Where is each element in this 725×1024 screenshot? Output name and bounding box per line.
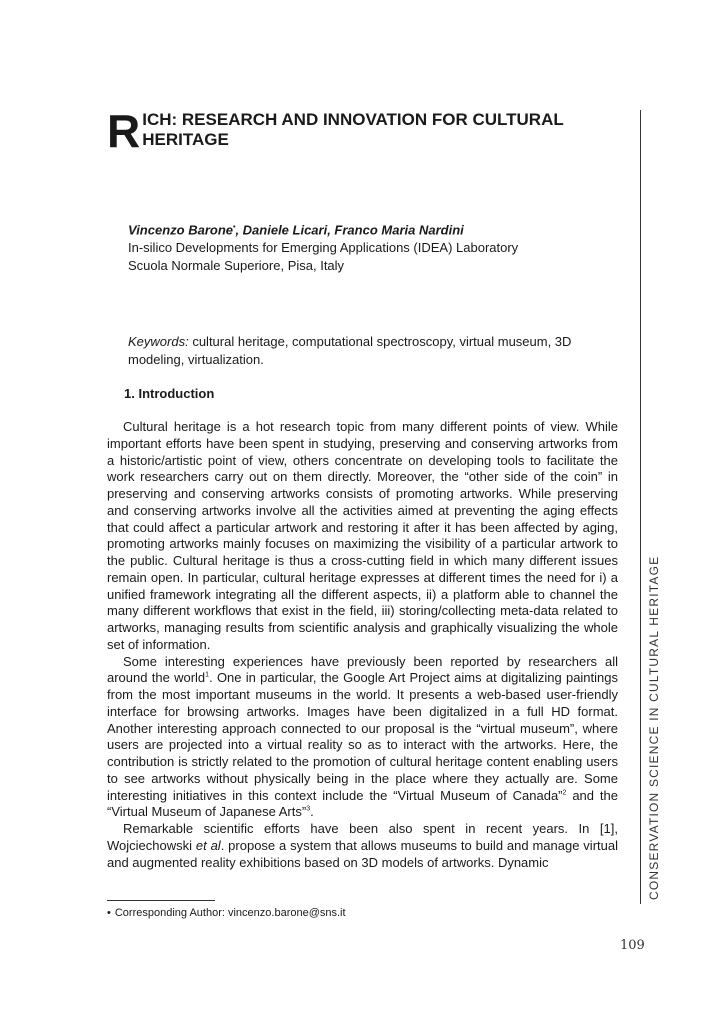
citation-1: 1: [205, 671, 210, 679]
affiliation-institution: Scuola Normale Superiore, Pisa, Italy: [128, 258, 345, 274]
keywords-text: cultural heritage, computational spectroscopy, virtual museum, 3D modeling, virtualization.: [128, 334, 572, 367]
title-line-2: HERITAGE: [142, 130, 229, 149]
paper-title: [107, 105, 607, 157]
citation-3: 3: [306, 805, 311, 813]
paragraph-1: Cultural heritage is a hot research topic from many different points of view. While important efforts have been spent in studying, preserving and conserving artworks from a historic/artistic point of view, others concentrate on developing tools to facilitate the work researchers carry out on them directly. Moreover, the “other side of the coin” in preserving and conserving artworks consists of promoting artworks. While preserving and conserving artworks involve all the activities aimed at preventing the aging effects that could affect a particular artwork and restoring it after it has been affected by aging, promoting artworks mainly focuses on maximizing the visibility of a particular artwork to the public. Cultural heritage is thus a cross-cutting field in which many different issues remain open. In particular, cultural heritage expresses at different times the need for i) a unified framework integrating all the different aspects, ii) a platform able to channel the many different workflows that exist in the field, iii) storing/collecting meta-data related to artworks, managing results from scientific analysis and graphically visualizing the whole set of information.: [107, 419, 618, 652]
title-dropcap: R: [107, 105, 141, 157]
side-rule: [640, 110, 641, 904]
footnote-text: Corresponding Author: vincenzo.barone@sns.it: [114, 907, 346, 919]
keywords: [128, 333, 608, 369]
footnote: [107, 906, 346, 920]
corresponding-mark: •: [232, 224, 236, 231]
title-line-1: ICH: RESEARCH AND INNOVATION FOR CULTURAL: [142, 110, 564, 129]
paragraph-2: Some interesting experiences have previously been reported by researchers all around the world$^1$. One in particular, the Google Art Project aims at digitalizing paintings from the most important museums in the world. It presents a web-based user-friendly interface for browsing artworks. Images have been digitalized in a full HD format. Another interesting approach connected to our proposal is the “virtual museum”, where users are projected into a virtual reality so as to interact with the artworks. Here, the contribution is strictly related to the promotion of cultural heritage content enabling users to see artworks without physically being in the place where they actually are. Some interesting initiatives in this context include the “Virtual Museum of Canada”$^2$ and the “Virtual Museum of Japanese Arts”$^3$.: [107, 653, 618, 820]
footnote-mark: •: [107, 907, 111, 919]
body-text: [107, 419, 618, 871]
page-number: 109: [620, 938, 645, 953]
footnote-rule: [107, 900, 215, 901]
keywords-label: Keywords:: [128, 334, 189, 349]
affiliation-lab: In-silico Developments for Emerging Applications (IDEA) Laboratory: [128, 240, 519, 256]
author-names: Vincenzo Barone•, Daniele Licari, Franco Maria Nardini: [128, 222, 464, 238]
journal-side-label: CONSERVATION SCIENCE IN CULTURAL HERITAGE: [647, 555, 661, 900]
citation-2: 2: [562, 789, 567, 797]
co-authors: Daniele Licari, Franco Maria Nardini: [242, 222, 464, 238]
section-heading: 1. Introduction: [124, 386, 215, 401]
paragraph-3: Remarkable scientific efforts have been also spent in recent years. In [1], Wojciechowski et al. propose a system that allows museums to build and manage virtual and augmented reality exhibitions based on 3D models of artworks. Dynamic: [107, 821, 618, 870]
first-author: Vincenzo Barone: [128, 222, 233, 238]
author-block: [128, 219, 608, 275]
